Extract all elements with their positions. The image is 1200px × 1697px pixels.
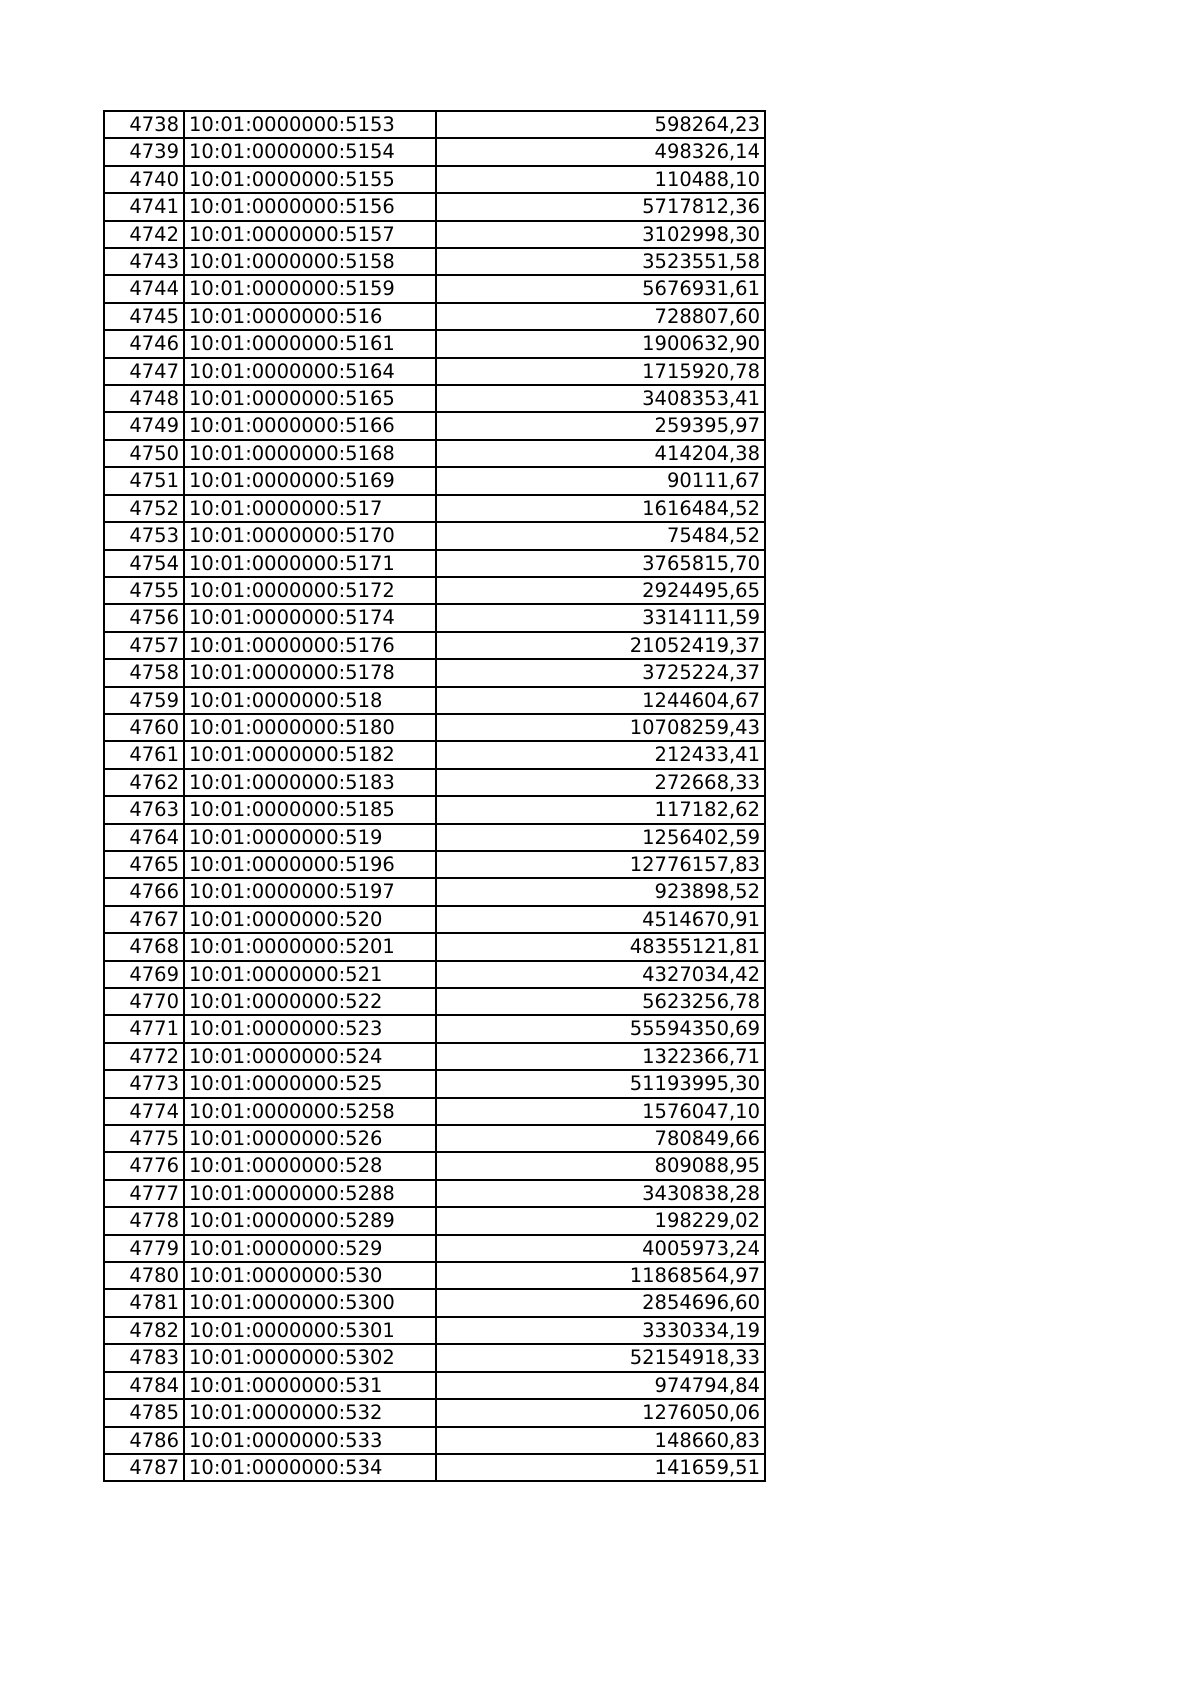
value-cell: 117182,62 — [436, 796, 765, 823]
row-number-cell: 4739 — [104, 138, 184, 165]
row-number-cell: 4775 — [104, 1125, 184, 1152]
cadastral-number-cell: 10:01:0000000:5156 — [184, 193, 436, 220]
table-row — [104, 741, 765, 768]
table-row — [104, 1152, 765, 1179]
value-cell: 728807,60 — [436, 303, 765, 330]
cadastral-number-cell: 10:01:0000000:5197 — [184, 878, 436, 905]
value-cell: 1256402,59 — [436, 824, 765, 851]
row-number-cell: 4769 — [104, 961, 184, 988]
row-number-cell: 4773 — [104, 1070, 184, 1097]
cadastral-number-cell: 10:01:0000000:521 — [184, 961, 436, 988]
value-cell: 110488,10 — [436, 166, 765, 193]
value-cell: 21052419,37 — [436, 632, 765, 659]
cadastral-number-cell: 10:01:0000000:5289 — [184, 1207, 436, 1234]
value-cell: 4514670,91 — [436, 906, 765, 933]
value-cell: 10708259,43 — [436, 714, 765, 741]
value-cell: 3523551,58 — [436, 248, 765, 275]
table-row — [104, 303, 765, 330]
row-number-cell: 4742 — [104, 221, 184, 248]
value-cell: 2924495,65 — [436, 577, 765, 604]
row-number-cell: 4752 — [104, 495, 184, 522]
cadastral-number-cell: 10:01:0000000:534 — [184, 1454, 436, 1481]
cadastral-number-cell: 10:01:0000000:533 — [184, 1427, 436, 1454]
value-cell: 55594350,69 — [436, 1015, 765, 1042]
row-number-cell: 4751 — [104, 467, 184, 494]
value-cell: 212433,41 — [436, 741, 765, 768]
value-cell: 141659,51 — [436, 1454, 765, 1481]
cadastral-number-cell: 10:01:0000000:523 — [184, 1015, 436, 1042]
table-row — [104, 1125, 765, 1152]
cadastral-number-cell: 10:01:0000000:529 — [184, 1235, 436, 1262]
table-row — [104, 1207, 765, 1234]
cadastral-number-cell: 10:01:0000000:5161 — [184, 330, 436, 357]
value-cell: 1244604,67 — [436, 687, 765, 714]
table-row — [104, 988, 765, 1015]
row-number-cell: 4763 — [104, 796, 184, 823]
table-row — [104, 1317, 765, 1344]
value-cell: 1900632,90 — [436, 330, 765, 357]
cadastral-number-cell: 10:01:0000000:5178 — [184, 659, 436, 686]
value-cell: 923898,52 — [436, 878, 765, 905]
row-number-cell: 4740 — [104, 166, 184, 193]
table-row — [104, 1070, 765, 1097]
cadastral-number-cell: 10:01:0000000:5180 — [184, 714, 436, 741]
registry-table — [103, 110, 766, 1482]
row-number-cell: 4774 — [104, 1098, 184, 1125]
table-row — [104, 1235, 765, 1262]
table-row — [104, 111, 765, 138]
value-cell: 3102998,30 — [436, 221, 765, 248]
cadastral-number-cell: 10:01:0000000:5154 — [184, 138, 436, 165]
table-row — [104, 1454, 765, 1481]
table-row — [104, 961, 765, 988]
table-row — [104, 1043, 765, 1070]
cadastral-number-cell: 10:01:0000000:5169 — [184, 467, 436, 494]
cadastral-number-cell: 10:01:0000000:518 — [184, 687, 436, 714]
row-number-cell: 4747 — [104, 358, 184, 385]
value-cell: 2854696,60 — [436, 1289, 765, 1316]
cadastral-number-cell: 10:01:0000000:5166 — [184, 412, 436, 439]
row-number-cell: 4753 — [104, 522, 184, 549]
table-row — [104, 248, 765, 275]
row-number-cell: 4746 — [104, 330, 184, 357]
cadastral-number-cell: 10:01:0000000:5300 — [184, 1289, 436, 1316]
row-number-cell: 4778 — [104, 1207, 184, 1234]
table-row — [104, 495, 765, 522]
cadastral-number-cell: 10:01:0000000:530 — [184, 1262, 436, 1289]
cadastral-number-cell: 10:01:0000000:5153 — [184, 111, 436, 138]
value-cell: 3725224,37 — [436, 659, 765, 686]
table-row — [104, 632, 765, 659]
row-number-cell: 4766 — [104, 878, 184, 905]
cadastral-number-cell: 10:01:0000000:5201 — [184, 933, 436, 960]
table-row — [104, 824, 765, 851]
value-cell: 90111,67 — [436, 467, 765, 494]
table-row — [104, 1289, 765, 1316]
row-number-cell: 4761 — [104, 741, 184, 768]
value-cell: 52154918,33 — [436, 1344, 765, 1371]
row-number-cell: 4786 — [104, 1427, 184, 1454]
value-cell: 4327034,42 — [436, 961, 765, 988]
row-number-cell: 4770 — [104, 988, 184, 1015]
row-number-cell: 4738 — [104, 111, 184, 138]
row-number-cell: 4781 — [104, 1289, 184, 1316]
cadastral-number-cell: 10:01:0000000:526 — [184, 1125, 436, 1152]
value-cell: 5676931,61 — [436, 275, 765, 302]
cadastral-number-cell: 10:01:0000000:5258 — [184, 1098, 436, 1125]
value-cell: 3408353,41 — [436, 385, 765, 412]
row-number-cell: 4783 — [104, 1344, 184, 1371]
value-cell: 48355121,81 — [436, 933, 765, 960]
row-number-cell: 4762 — [104, 769, 184, 796]
value-cell: 809088,95 — [436, 1152, 765, 1179]
value-cell: 3765815,70 — [436, 550, 765, 577]
value-cell: 272668,33 — [436, 769, 765, 796]
row-number-cell: 4787 — [104, 1454, 184, 1481]
value-cell: 12776157,83 — [436, 851, 765, 878]
table-row — [104, 906, 765, 933]
table-row — [104, 851, 765, 878]
cadastral-number-cell: 10:01:0000000:5165 — [184, 385, 436, 412]
cadastral-number-cell: 10:01:0000000:5182 — [184, 741, 436, 768]
value-cell: 3430838,28 — [436, 1180, 765, 1207]
table-row — [104, 1427, 765, 1454]
cadastral-number-cell: 10:01:0000000:532 — [184, 1399, 436, 1426]
cadastral-number-cell: 10:01:0000000:5185 — [184, 796, 436, 823]
value-cell: 1322366,71 — [436, 1043, 765, 1070]
cadastral-number-cell: 10:01:0000000:520 — [184, 906, 436, 933]
value-cell: 148660,83 — [436, 1427, 765, 1454]
cadastral-number-cell: 10:01:0000000:522 — [184, 988, 436, 1015]
value-cell: 1715920,78 — [436, 358, 765, 385]
row-number-cell: 4741 — [104, 193, 184, 220]
cadastral-number-cell: 10:01:0000000:516 — [184, 303, 436, 330]
row-number-cell: 4765 — [104, 851, 184, 878]
value-cell: 1576047,10 — [436, 1098, 765, 1125]
row-number-cell: 4777 — [104, 1180, 184, 1207]
row-number-cell: 4755 — [104, 577, 184, 604]
row-number-cell: 4784 — [104, 1372, 184, 1399]
row-number-cell: 4754 — [104, 550, 184, 577]
cadastral-number-cell: 10:01:0000000:5168 — [184, 440, 436, 467]
row-number-cell: 4780 — [104, 1262, 184, 1289]
row-number-cell: 4749 — [104, 412, 184, 439]
value-cell: 974794,84 — [436, 1372, 765, 1399]
table-row — [104, 1098, 765, 1125]
row-number-cell: 4756 — [104, 604, 184, 631]
row-number-cell: 4782 — [104, 1317, 184, 1344]
cadastral-number-cell: 10:01:0000000:528 — [184, 1152, 436, 1179]
table-row — [104, 166, 765, 193]
table-row — [104, 522, 765, 549]
row-number-cell: 4748 — [104, 385, 184, 412]
value-cell: 11868564,97 — [436, 1262, 765, 1289]
table-row — [104, 577, 765, 604]
row-number-cell: 4767 — [104, 906, 184, 933]
table-row — [104, 933, 765, 960]
table-row — [104, 1180, 765, 1207]
cadastral-number-cell: 10:01:0000000:517 — [184, 495, 436, 522]
table-row — [104, 604, 765, 631]
row-number-cell: 4745 — [104, 303, 184, 330]
table-row — [104, 550, 765, 577]
row-number-cell: 4759 — [104, 687, 184, 714]
value-cell: 5717812,36 — [436, 193, 765, 220]
cadastral-number-cell: 10:01:0000000:5172 — [184, 577, 436, 604]
value-cell: 780849,66 — [436, 1125, 765, 1152]
table-row — [104, 1015, 765, 1042]
value-cell: 598264,23 — [436, 111, 765, 138]
row-number-cell: 4785 — [104, 1399, 184, 1426]
cadastral-number-cell: 10:01:0000000:525 — [184, 1070, 436, 1097]
cadastral-number-cell: 10:01:0000000:5301 — [184, 1317, 436, 1344]
row-number-cell: 4772 — [104, 1043, 184, 1070]
cadastral-number-cell: 10:01:0000000:5196 — [184, 851, 436, 878]
value-cell: 3314111,59 — [436, 604, 765, 631]
cadastral-number-cell: 10:01:0000000:5159 — [184, 275, 436, 302]
cadastral-number-cell: 10:01:0000000:5170 — [184, 522, 436, 549]
cadastral-number-cell: 10:01:0000000:5183 — [184, 769, 436, 796]
row-number-cell: 4743 — [104, 248, 184, 275]
row-number-cell: 4750 — [104, 440, 184, 467]
row-number-cell: 4776 — [104, 1152, 184, 1179]
row-number-cell: 4757 — [104, 632, 184, 659]
table-row — [104, 440, 765, 467]
value-cell: 5623256,78 — [436, 988, 765, 1015]
table-row — [104, 878, 765, 905]
cadastral-number-cell: 10:01:0000000:5302 — [184, 1344, 436, 1371]
cadastral-number-cell: 10:01:0000000:5155 — [184, 166, 436, 193]
table-row — [104, 1344, 765, 1371]
cadastral-number-cell: 10:01:0000000:519 — [184, 824, 436, 851]
cadastral-number-cell: 10:01:0000000:5158 — [184, 248, 436, 275]
table-row — [104, 1372, 765, 1399]
table-row — [104, 714, 765, 741]
value-cell: 4005973,24 — [436, 1235, 765, 1262]
value-cell: 259395,97 — [436, 412, 765, 439]
table-row — [104, 221, 765, 248]
cadastral-number-cell: 10:01:0000000:5176 — [184, 632, 436, 659]
cadastral-number-cell: 10:01:0000000:5171 — [184, 550, 436, 577]
cadastral-number-cell: 10:01:0000000:5157 — [184, 221, 436, 248]
table-row — [104, 358, 765, 385]
row-number-cell: 4760 — [104, 714, 184, 741]
value-cell: 1276050,06 — [436, 1399, 765, 1426]
value-cell: 198229,02 — [436, 1207, 765, 1234]
value-cell: 3330334,19 — [436, 1317, 765, 1344]
row-number-cell: 4758 — [104, 659, 184, 686]
cadastral-number-cell: 10:01:0000000:5288 — [184, 1180, 436, 1207]
table-row — [104, 193, 765, 220]
cadastral-number-cell: 10:01:0000000:5164 — [184, 358, 436, 385]
table-row — [104, 659, 765, 686]
cadastral-number-cell: 10:01:0000000:531 — [184, 1372, 436, 1399]
value-cell: 51193995,30 — [436, 1070, 765, 1097]
cadastral-number-cell: 10:01:0000000:524 — [184, 1043, 436, 1070]
cadastral-number-cell: 10:01:0000000:5174 — [184, 604, 436, 631]
table-row — [104, 275, 765, 302]
row-number-cell: 4764 — [104, 824, 184, 851]
value-cell: 75484,52 — [436, 522, 765, 549]
value-cell: 498326,14 — [436, 138, 765, 165]
table-row — [104, 412, 765, 439]
row-number-cell: 4779 — [104, 1235, 184, 1262]
table-row — [104, 467, 765, 494]
table-row — [104, 687, 765, 714]
table-row — [104, 1262, 765, 1289]
row-number-cell: 4744 — [104, 275, 184, 302]
table-row — [104, 330, 765, 357]
row-number-cell: 4768 — [104, 933, 184, 960]
table-row — [104, 385, 765, 412]
row-number-cell: 4771 — [104, 1015, 184, 1042]
table-row — [104, 138, 765, 165]
table-row — [104, 769, 765, 796]
table-row — [104, 1399, 765, 1426]
registry-table-body — [104, 111, 765, 1481]
table-row — [104, 796, 765, 823]
value-cell: 414204,38 — [436, 440, 765, 467]
value-cell: 1616484,52 — [436, 495, 765, 522]
